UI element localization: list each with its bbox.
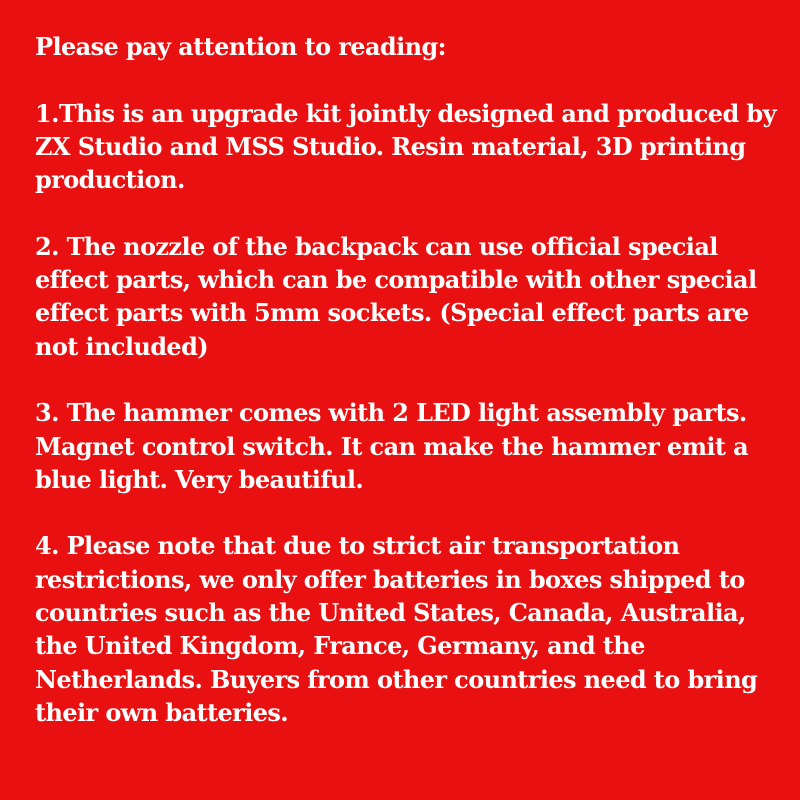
notice-paragraph-2: 2. The nozzle of the backpack can use official special effect parts, which can be compatible with other special effect parts with 5mm sockets. (Special effect parts are not included) [35,231,757,361]
notice-heading: Please pay attention to reading: [35,32,446,61]
notice-paragraph-3: 3. The hammer comes with 2 LED light assembly parts. Magnet control switch. It can make the hammer emit a blue light. Very beautiful. [35,398,749,494]
notice-paragraph-1: 1.This is an upgrade kit jointly designed and produced by ZX Studio and MSS Studio. Resin material, 3D printing production. [35,98,776,195]
notice-paragraph-4: 4. Please note that due to strict air transportation restrictions, we only offer batteries in boxes shipped to countries such as the United States, Canada, Australia, the United Kingdom, France, Germany, and the Netherlands. Buyers from other countries need to bring their own batteries. [35,531,758,727]
